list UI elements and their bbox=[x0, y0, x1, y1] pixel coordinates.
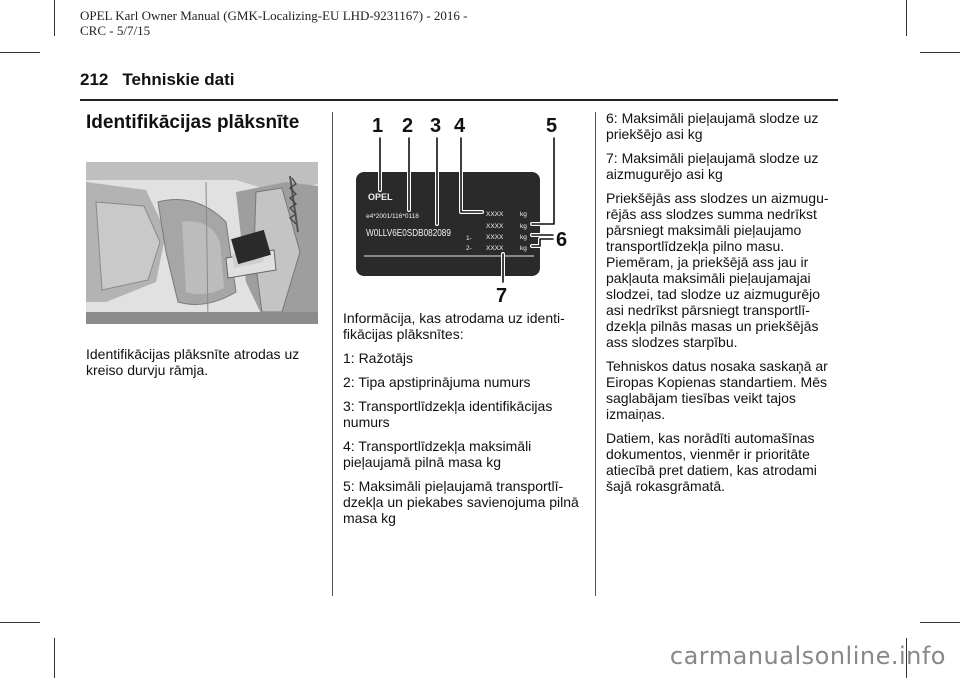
print-header bbox=[80, 8, 468, 38]
car-seat-door-frame-illustration bbox=[86, 162, 318, 324]
column-middle bbox=[343, 310, 583, 534]
list-item: 6: Maksimāli pieļaujamā slodze uz priekšējo asi kg bbox=[606, 110, 819, 142]
column-left bbox=[86, 346, 321, 386]
list-item: 1: Ražotājs bbox=[343, 350, 414, 366]
watermark[interactable]: carmanualsonline.info bbox=[669, 642, 946, 670]
list-item: 4: Transportlīdzekļa maksimāli pieļaujamā pilnā masa kg bbox=[343, 438, 532, 470]
column-right bbox=[606, 110, 841, 502]
callout-number: 2 bbox=[402, 115, 414, 137]
section-title: Identifikācijas plāksnīte bbox=[86, 112, 300, 133]
crop-mark bbox=[54, 638, 55, 678]
page-heading bbox=[80, 70, 248, 90]
plate-weight-unit: kg bbox=[520, 223, 527, 230]
list-item: 7: Maksimāli pieļaujamā slodze uz aizmugurējo asi kg bbox=[606, 150, 819, 182]
column-divider bbox=[595, 112, 596, 596]
plate-weight-value: XXXX bbox=[486, 234, 504, 241]
plate-weight-unit: kg bbox=[520, 211, 527, 218]
header-rule bbox=[80, 99, 838, 101]
crop-mark bbox=[920, 622, 960, 623]
callout-number: 7 bbox=[496, 285, 508, 304]
plate-approval-number: e4*2001/116*0118 bbox=[366, 213, 419, 220]
paragraph: Tehniskos datus nosaka saskaņā ar Eiropas Kopienas standartiem. Mēs saglabājam tiesības veikt tajos izmaiņas. bbox=[606, 358, 828, 422]
plate-weight-value: XXXX bbox=[486, 223, 504, 230]
crop-mark bbox=[920, 52, 960, 53]
callout-number: 6 bbox=[556, 229, 568, 251]
plate-weight-value: XXXX bbox=[486, 245, 504, 252]
print-header-line: OPEL Karl Owner Manual (GMK-Localizing-EU LHD-9231167) - 2016 - bbox=[80, 8, 468, 23]
paragraph: Datiem, kas norādīti automašīnas dokumentos, vienmēr ir prioritāte atiecībā pret datiem, kas atrodami šajā rokasgrāmatā. bbox=[606, 430, 817, 494]
plate-weight-unit: kg bbox=[520, 245, 527, 252]
crop-mark bbox=[906, 0, 907, 36]
callout-number: 5 bbox=[546, 115, 558, 137]
plate-weight-unit: kg bbox=[520, 234, 527, 241]
list-item: 3: Transportlīdzekļa identifikācijas numurs bbox=[343, 398, 553, 430]
crop-mark bbox=[0, 52, 40, 53]
callout-number: 3 bbox=[430, 115, 442, 137]
callout-number: 4 bbox=[454, 115, 466, 137]
chapter-title: Tehniskie dati bbox=[122, 70, 235, 89]
callout-number: 1 bbox=[372, 115, 384, 137]
crop-mark bbox=[54, 0, 55, 36]
print-header-line: CRC - 5/7/15 bbox=[80, 23, 151, 38]
paragraph: Informācija, kas atrodama uz identi-fikācijas plāksnītes: bbox=[343, 310, 565, 342]
list-item: 2: Tipa apstiprinājuma numurs bbox=[343, 374, 531, 390]
plate-vin: W0LLV6E0SDB082089 bbox=[365, 227, 451, 239]
paragraph: Priekšējās ass slodzes un aizmugu-rējās ass slodzes summa nedrīkst pārsniegt maksimāli pieļaujamo transportlīdzekļa pilno masu. Piemēram, ja priekšējā ass jau ir pakļauta maksimāli pieļaujamajai slodzei, tad slodze uz aizmugurējo asi nedrīkst pārsniegt transportlī-dzekļa pilnās masas un priekšējās ass slodzes starpību. bbox=[606, 190, 829, 350]
plate-axle-label: 2- bbox=[466, 245, 472, 252]
page-number: 212 bbox=[80, 70, 109, 89]
paragraph: Identifikācijas plāksnīte atrodas uz kreiso durvju rāmja. bbox=[86, 346, 300, 378]
plate-brand: OPEL bbox=[368, 192, 393, 202]
identification-plate-diagram bbox=[350, 108, 578, 304]
plate-axle-label: 1- bbox=[466, 235, 472, 242]
crop-mark bbox=[0, 622, 40, 623]
list-item: 5: Maksimāli pieļaujamā transportlī-dzekļa un piekabes savienojuma pilnā masa kg bbox=[343, 478, 579, 526]
column-divider bbox=[332, 112, 333, 596]
plate-weight-value: XXXX bbox=[486, 211, 504, 218]
